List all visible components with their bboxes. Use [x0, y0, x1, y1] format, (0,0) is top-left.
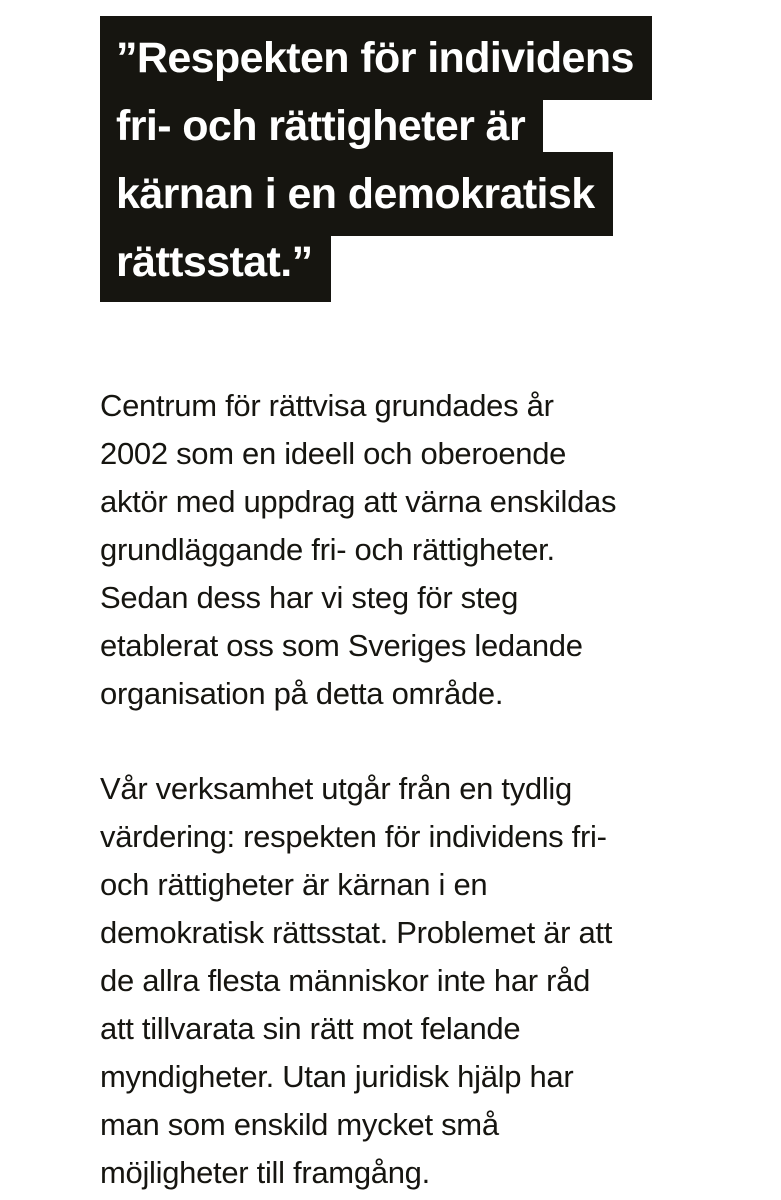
- text-line: Centrum för rättvisa grundades år: [100, 388, 554, 423]
- text-line: etablerat oss som Sveriges ledande: [100, 628, 583, 663]
- text-line: värdering: respekten för individens fri-: [100, 819, 607, 854]
- text-line: aktör med uppdrag att värna enskildas: [100, 484, 617, 519]
- text-line: grundläggande fri- och rättigheter.: [100, 532, 555, 567]
- text-line: man som enskild mycket små: [100, 1107, 499, 1142]
- article-body: [100, 382, 700, 1197]
- pull-quote-line: rättsstat.”: [100, 220, 331, 302]
- body-paragraph-mission: [100, 765, 700, 1197]
- text-line: organisation på detta område.: [100, 676, 504, 711]
- text-line: möjligheter till framgång.: [100, 1155, 430, 1190]
- text-line: de allra flesta människor inte har råd: [100, 963, 591, 998]
- text-line: demokratisk rättsstat. Problemet är att: [100, 915, 613, 950]
- text-line: Vår verksamhet utgår från en tydlig: [100, 771, 572, 806]
- pull-quote: [100, 16, 652, 302]
- body-paragraph-intro: [100, 382, 700, 718]
- pull-quote-line: fri- och rättigheter är: [100, 84, 543, 168]
- pull-quote-line: kärnan i en demokratisk: [100, 152, 613, 236]
- pull-quote-line: ”Respekten för individens: [100, 16, 652, 100]
- text-line: att tillvarata sin rätt mot felande: [100, 1011, 521, 1046]
- text-line: och rättigheter är kärnan i en: [100, 867, 488, 902]
- text-line: Sedan dess har vi steg för steg: [100, 580, 519, 615]
- text-line: myndigheter. Utan juridisk hjälp har: [100, 1059, 574, 1094]
- text-line: 2002 som en ideell och oberoende: [100, 436, 567, 471]
